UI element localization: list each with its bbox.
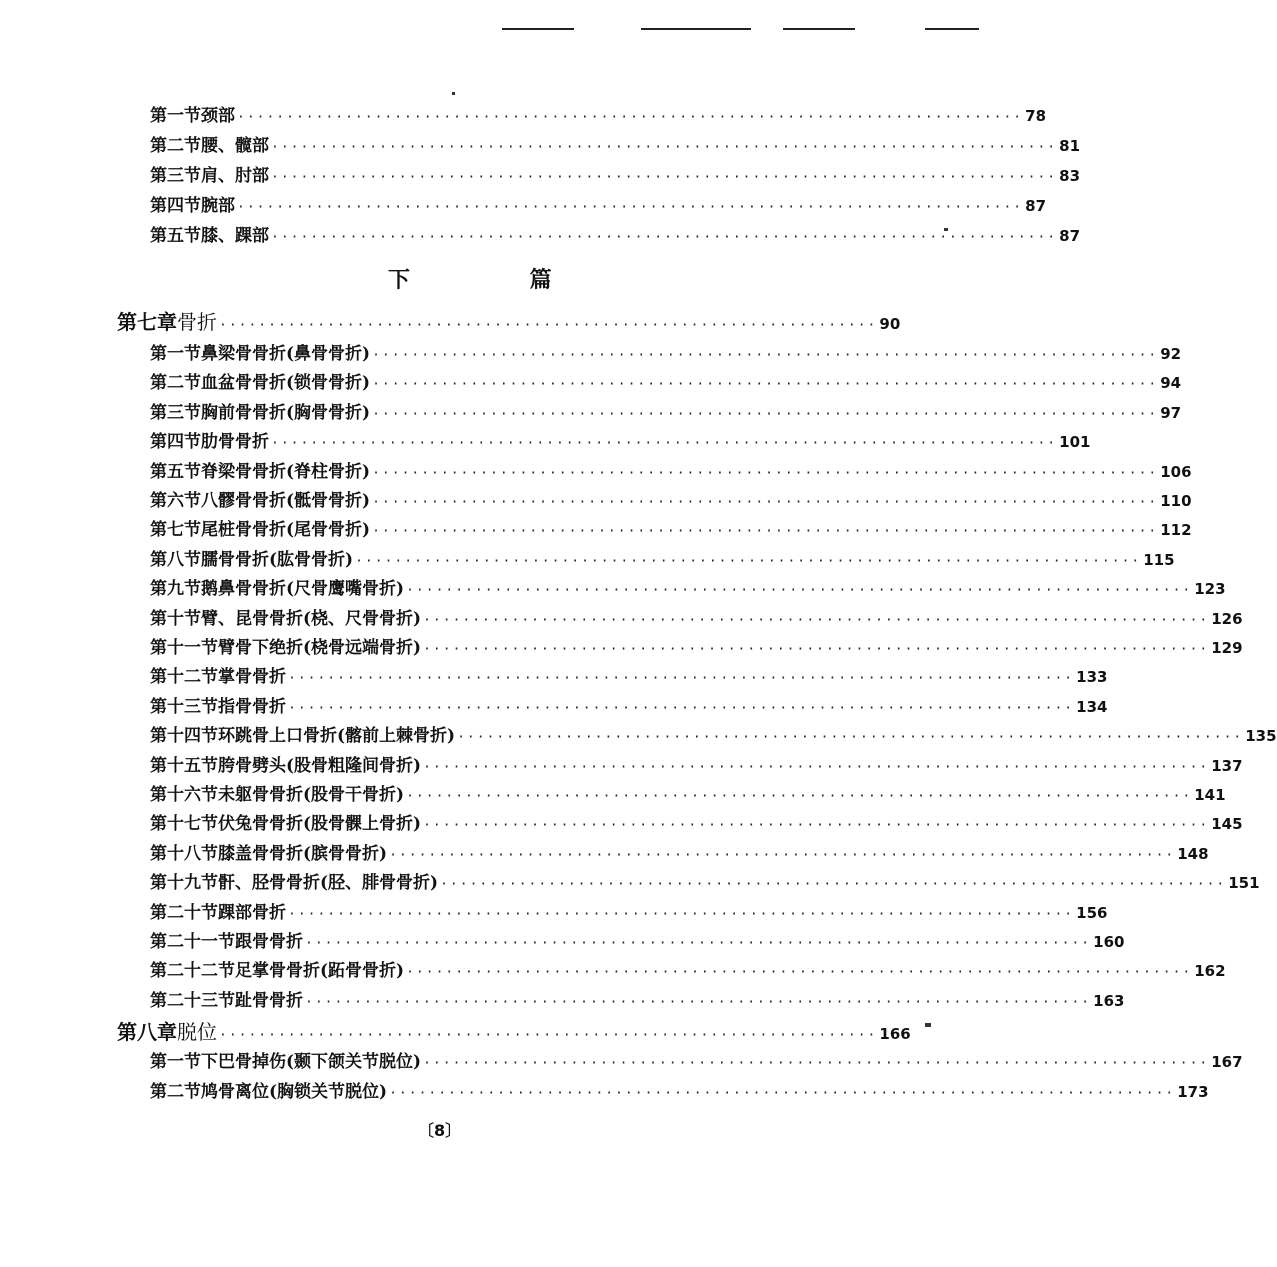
section-page: 148 — [1177, 844, 1209, 863]
dot-leader: ················································································ — [423, 759, 1210, 775]
section-number: 第二十一节 — [150, 932, 235, 952]
chapter-page: 90 — [879, 315, 901, 333]
section-title: 未躯骨骨折(股骨干骨折) — [218, 785, 405, 805]
chapter-number: 第七章 — [117, 310, 177, 334]
scan-line — [925, 28, 979, 30]
section-page: 156 — [1076, 903, 1108, 922]
dot-leader: ················································································ — [372, 524, 1159, 540]
dot-leader: ················································································ — [457, 730, 1244, 746]
dot-leader: ················································································ — [372, 348, 1159, 363]
section-number: 第十三节 — [150, 696, 218, 717]
dot-leader: ················································································ — [389, 847, 1176, 863]
section-number: 第六节 — [150, 491, 201, 511]
chapter-title: 骨折 — [177, 310, 217, 334]
toc-section-entry — [150, 692, 1108, 717]
toc-section-entry — [150, 191, 1047, 216]
section-number: 第八节 — [150, 549, 201, 570]
section-page: 106 — [1160, 462, 1192, 481]
dot-leader: ················································································ — [305, 994, 1092, 1010]
section-number: 第一节 — [150, 106, 201, 126]
section-title: 鹅鼻骨骨折(尺骨鹰嘴骨折) — [201, 579, 405, 600]
section-title: 膝、踝部 — [201, 226, 269, 246]
section-number: 第二十二节 — [150, 961, 235, 982]
section-page: 112 — [1160, 521, 1192, 540]
section-title: 臑骨骨折(肱骨骨折) — [201, 549, 354, 570]
dot-leader: ················································································ — [406, 789, 1193, 804]
section-title: 胸前骨骨折(胸骨骨折) — [201, 402, 371, 423]
toc-section-entry — [150, 574, 1226, 600]
chapter-title: 脱位 — [177, 1020, 217, 1044]
section-title: 足掌骨骨折(跖骨骨折) — [235, 961, 405, 982]
toc-section-entry — [150, 131, 1081, 156]
section-page: 115 — [1143, 550, 1175, 569]
section-title: 臂骨下绝折(桡骨远端骨折) — [218, 638, 422, 658]
toc-section-entry — [150, 633, 1243, 658]
page-number: 〔8〕 — [418, 1121, 462, 1140]
dot-leader: ··································································· — [219, 1028, 878, 1043]
section-page: 141 — [1194, 786, 1226, 804]
toc-section-entry — [150, 927, 1125, 952]
section-title: 鼻梁骨骨折(鼻骨骨折) — [201, 344, 371, 364]
dot-leader: ················································································ — [423, 642, 1210, 657]
chapter-page: 166 — [879, 1025, 911, 1043]
section-page: 151 — [1228, 874, 1260, 893]
section-number: 第五节 — [150, 461, 201, 482]
section-number: 第一节 — [150, 1052, 201, 1072]
section-number: 第四节 — [150, 196, 201, 216]
section-number: 第五节 — [150, 226, 201, 246]
section-number: 第二节 — [150, 1082, 201, 1102]
dot-leader: ················································································ — [372, 495, 1159, 510]
dot-leader: ················································································ — [406, 583, 1193, 599]
section-title: 肋骨骨折 — [201, 432, 269, 453]
section-title: 下巴骨掉伤(颞下颌关节脱位) — [201, 1052, 422, 1072]
section-title: 血盆骨骨折(锁骨骨折) — [201, 373, 371, 394]
scan-line — [641, 28, 751, 30]
section-number: 第一节 — [150, 344, 201, 364]
dot-leader: ················································································ — [237, 200, 1024, 215]
dot-leader: ················································································ — [372, 465, 1159, 481]
dot-leader: ················································································ — [271, 436, 1058, 452]
toc-section-entry — [150, 101, 1047, 126]
dot-leader: ················································································ — [355, 553, 1142, 569]
section-page: 137 — [1211, 756, 1243, 775]
toc-section-entry — [150, 604, 1243, 629]
dot-leader: ················································································ — [389, 1086, 1176, 1101]
dot-leader: ················································································ — [271, 140, 1058, 155]
section-number: 第十九节 — [150, 873, 218, 894]
section-page: 101 — [1059, 433, 1091, 452]
chapter-8-entry — [117, 1016, 911, 1045]
section-page: 87 — [1025, 197, 1047, 215]
section-title: 趾骨骨折 — [235, 990, 303, 1011]
scan-speck — [925, 1023, 931, 1027]
section-page: 97 — [1160, 403, 1182, 422]
section-number: 第十一节 — [150, 638, 218, 658]
toc-section-entry — [150, 545, 1175, 570]
section-title: 脊梁骨骨折(脊柱骨折) — [201, 461, 371, 482]
section-number: 第十五节 — [150, 755, 218, 776]
toc-section-entry — [150, 457, 1192, 482]
section-title: 尾桩骨骨折(尾骨骨折) — [201, 520, 371, 541]
toc-section-entry — [150, 398, 1182, 423]
section-page: 163 — [1093, 991, 1125, 1010]
section-number: 第四节 — [150, 432, 201, 453]
section-title: 肩、肘部 — [201, 166, 269, 186]
toc-section-entry — [150, 898, 1108, 923]
section-title: 腕部 — [201, 196, 235, 216]
section-title: 臂、昆骨骨折(桡、尺骨骨折) — [201, 608, 422, 629]
section-number: 第二节 — [150, 373, 201, 394]
section-number: 第二十三节 — [150, 990, 235, 1011]
section-number: 第三节 — [150, 166, 201, 186]
dot-leader: ················································································ — [237, 110, 1024, 125]
section-page: 134 — [1076, 697, 1108, 716]
chapter-number: 第八章 — [117, 1020, 177, 1044]
toc-section-entry — [150, 427, 1091, 453]
toc-section-entry — [150, 721, 1277, 747]
section-title: 八髎骨骨折(骶骨骨折) — [201, 491, 371, 511]
section-title: 颈部 — [201, 106, 235, 126]
toc-section-entry — [150, 956, 1226, 982]
toc-section-entry — [150, 1047, 1243, 1072]
section-page: 92 — [1160, 345, 1182, 363]
dot-leader: ················································································ — [372, 406, 1159, 422]
scan-line — [502, 28, 574, 30]
toc-section-entry — [150, 339, 1182, 364]
dot-leader: ················································································ — [423, 818, 1210, 834]
section-page: 162 — [1194, 962, 1226, 981]
dot-leader: ················································································ — [288, 671, 1075, 687]
section-number: 第二节 — [150, 136, 201, 156]
dot-leader: ················································································ — [288, 906, 1075, 922]
section-number: 第十节 — [150, 608, 201, 629]
section-page: 173 — [1177, 1083, 1209, 1101]
toc-section-entry — [150, 1077, 1209, 1102]
section-title: 膝盖骨骨折(膑骨骨折) — [218, 843, 388, 864]
scan-speck — [452, 92, 455, 95]
section-page: 81 — [1059, 137, 1081, 155]
toc-section-entry — [150, 161, 1081, 186]
scan-line — [783, 28, 855, 30]
dot-leader: ················································································ — [305, 936, 1092, 951]
section-title: 鸠骨离位(胸锁关节脱位) — [201, 1082, 388, 1102]
section-page: 126 — [1211, 609, 1243, 628]
toc-section-entry — [150, 486, 1192, 511]
dot-leader: ················································································ — [271, 170, 1058, 185]
section-number: 第二十节 — [150, 902, 218, 923]
section-number: 第三节 — [150, 402, 201, 423]
toc-section-entry — [150, 751, 1243, 776]
section-number: 第十八节 — [150, 843, 218, 864]
section-page: 145 — [1211, 815, 1243, 834]
section-page: 129 — [1211, 639, 1243, 657]
section-number: 第十四节 — [150, 726, 218, 747]
section-page: 94 — [1160, 374, 1182, 393]
dot-leader: ··································································· — [219, 318, 878, 333]
part-title: 下 篇 — [388, 267, 608, 293]
section-page: 110 — [1160, 492, 1192, 510]
toc-section-entry — [150, 368, 1182, 394]
section-number: 第十六节 — [150, 785, 218, 805]
dot-leader: ················································································ — [372, 377, 1159, 393]
toc-section-entry — [150, 662, 1108, 688]
section-page: 167 — [1211, 1053, 1243, 1071]
section-number: 第七节 — [150, 520, 201, 541]
section-page: 123 — [1194, 580, 1226, 599]
section-page: 78 — [1025, 107, 1047, 125]
toc-section-entry — [150, 809, 1243, 835]
section-title: 伏兔骨骨折(股骨髁上骨折) — [218, 814, 422, 835]
section-page: 160 — [1093, 933, 1125, 951]
section-title: 胯骨劈头(股骨粗隆间骨折) — [218, 755, 422, 776]
dot-leader: ················································································ — [271, 230, 1058, 245]
dot-leader: ················································································ — [440, 877, 1227, 893]
section-number: 第十二节 — [150, 667, 218, 688]
toc-section-entry — [150, 515, 1192, 541]
dot-leader: ················································································ — [406, 965, 1193, 981]
section-title: 掌骨骨折 — [218, 667, 286, 688]
toc-section-entry — [150, 986, 1125, 1011]
section-page: 83 — [1059, 167, 1081, 185]
toc-section-entry — [150, 868, 1260, 894]
toc-section-entry — [150, 221, 1081, 246]
section-page: 135 — [1245, 727, 1277, 746]
section-title: 跟骨骨折 — [235, 932, 303, 952]
section-title: 指骨骨折 — [218, 696, 286, 717]
section-page: 133 — [1076, 668, 1108, 687]
section-title: 腰、髋部 — [201, 136, 269, 156]
section-number: 第九节 — [150, 579, 201, 600]
section-page: 87 — [1059, 227, 1081, 245]
dot-leader: ················································································ — [423, 612, 1210, 628]
section-number: 第十七节 — [150, 814, 218, 835]
toc-section-entry — [150, 780, 1226, 805]
section-title: 踝部骨折 — [218, 902, 286, 923]
toc-section-entry — [150, 839, 1209, 864]
chapter-7-entry — [117, 306, 901, 335]
dot-leader: ················································································ — [288, 700, 1075, 716]
dot-leader: ················································································ — [423, 1056, 1210, 1071]
section-title: 环跳骨上口骨折(髂前上棘骨折) — [218, 726, 456, 747]
section-title: 骭、胫骨骨折(胫、腓骨骨折) — [218, 873, 439, 894]
